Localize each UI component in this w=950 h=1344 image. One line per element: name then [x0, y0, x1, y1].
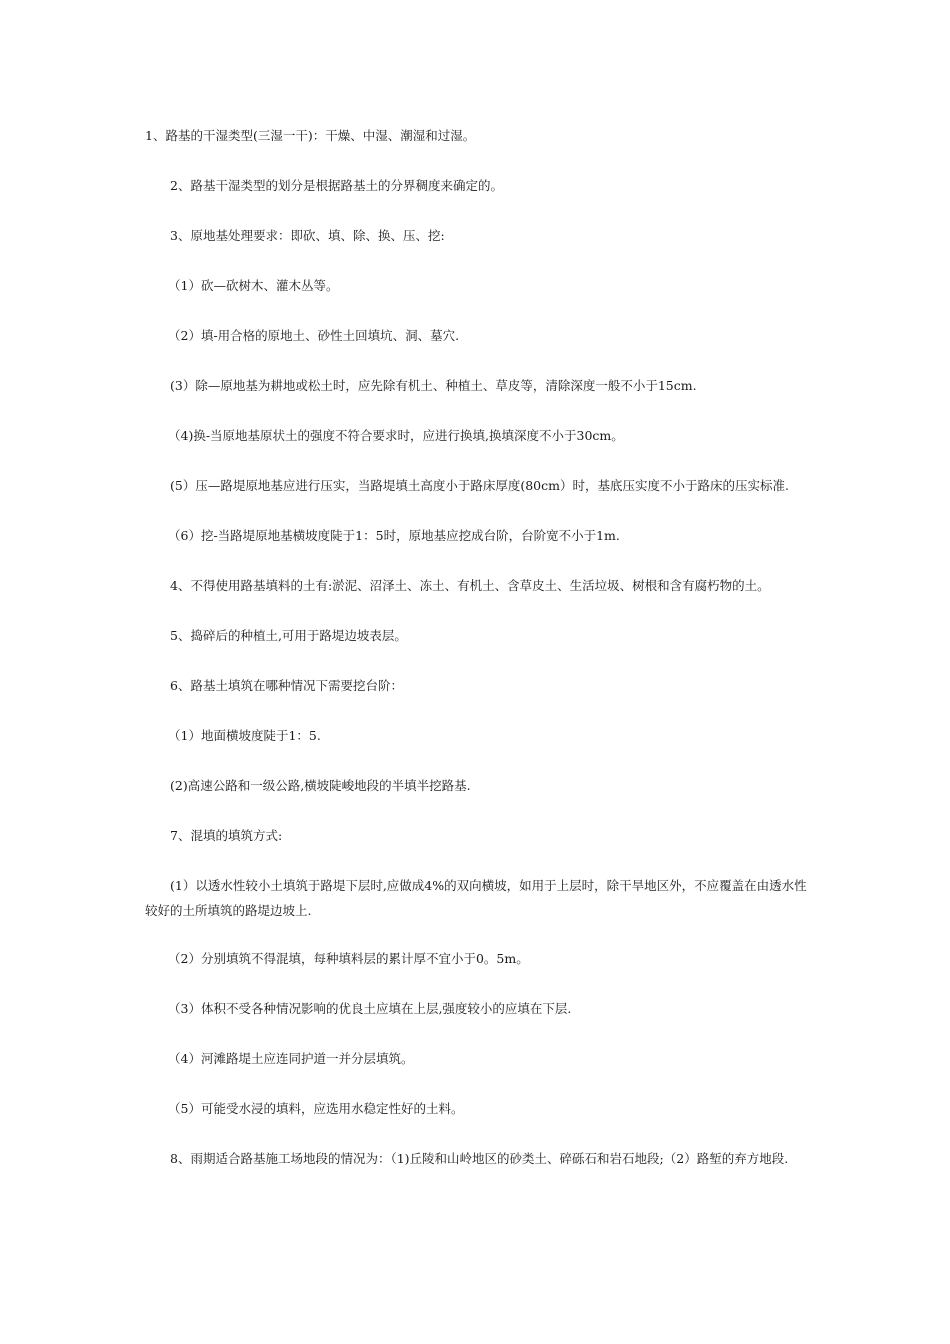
paragraph-7: 7、混填的填筑方式:: [170, 828, 283, 843]
paragraph-7-2: （2）分别填筑不得混填，每种填料层的累计厚不宜小于0。5m。: [168, 951, 529, 966]
paragraph-7-3: （3）体积不受各种情况影响的优良土应填在上层,强度较小的应填在下层.: [168, 1001, 572, 1016]
paragraph-6-1: （1）地面横坡度陡于1：5.: [168, 728, 321, 743]
paragraph-6: 6、路基土填筑在哪种情况下需要挖台阶：: [170, 678, 403, 693]
paragraph-4: 4、不得使用路基填料的土有:淤泥、沼泽土、冻土、有机土、含草皮土、生活垃圾、树根和含有腐朽物的土。: [170, 578, 770, 593]
paragraph-6-2: (2)高速公路和一级公路,横坡陡峻地段的半填半挖路基.: [170, 778, 471, 793]
paragraph-7-4: （4）河滩路堤土应连同护道一并分层填筑。: [168, 1051, 414, 1066]
paragraph-3-5: (5）压—路堤原地基应进行压实，当路堤填土高度小于路床厚度(80cm）时，基底压实度不小于路床的压实标准.: [170, 478, 789, 493]
paragraph-3-3: (3）除—原地基为耕地或松土时，应先除有机土、种植土、草皮等，清除深度一般不小于15cm.: [170, 378, 697, 393]
paragraph-3: 3、原地基处理要求：即砍、填、除、换、压、挖:: [170, 228, 445, 243]
paragraph-1: 1、路基的干湿类型(三湿一干)：干燥、中湿、潮湿和过湿。: [145, 128, 476, 143]
paragraph-3-2: （2）填-用合格的原地土、砂性土回填坑、洞、墓穴.: [168, 328, 460, 343]
paragraph-3-1: （1）砍—砍树木、灌木丛等。: [168, 278, 339, 293]
paragraph-7-1: (1）以透水性较小土填筑于路堤下层时,应做成4%的双向横坡，如用于上层时，除干旱地区外，不应覆盖在由透水性较好的土所填筑的路堤边坡上.: [145, 878, 807, 918]
paragraph-8: 8、雨期适合路基施工场地段的情况为：（1)丘陵和山岭地区的砂类土、碎砾石和岩石地段;（2）路堑的弃方地段.: [170, 1151, 789, 1166]
paragraph-3-4: （4)换-当原地基原状土的强度不符合要求时，应进行换填,换填深度不小于30cm。: [168, 428, 624, 443]
paragraph-2: 2、路基干湿类型的划分是根据路基土的分界稠度来确定的。: [170, 178, 503, 193]
paragraph-7-5: （5）可能受水浸的填料，应选用水稳定性好的土料。: [168, 1101, 464, 1116]
paragraph-3-6: （6）挖-当路堤原地基横坡度陡于1：5时，原地基应挖成台阶，台阶宽不小于1m.: [168, 528, 620, 543]
paragraph-5: 5、捣碎后的种植土,可用于路堤边坡表层。: [170, 628, 407, 643]
